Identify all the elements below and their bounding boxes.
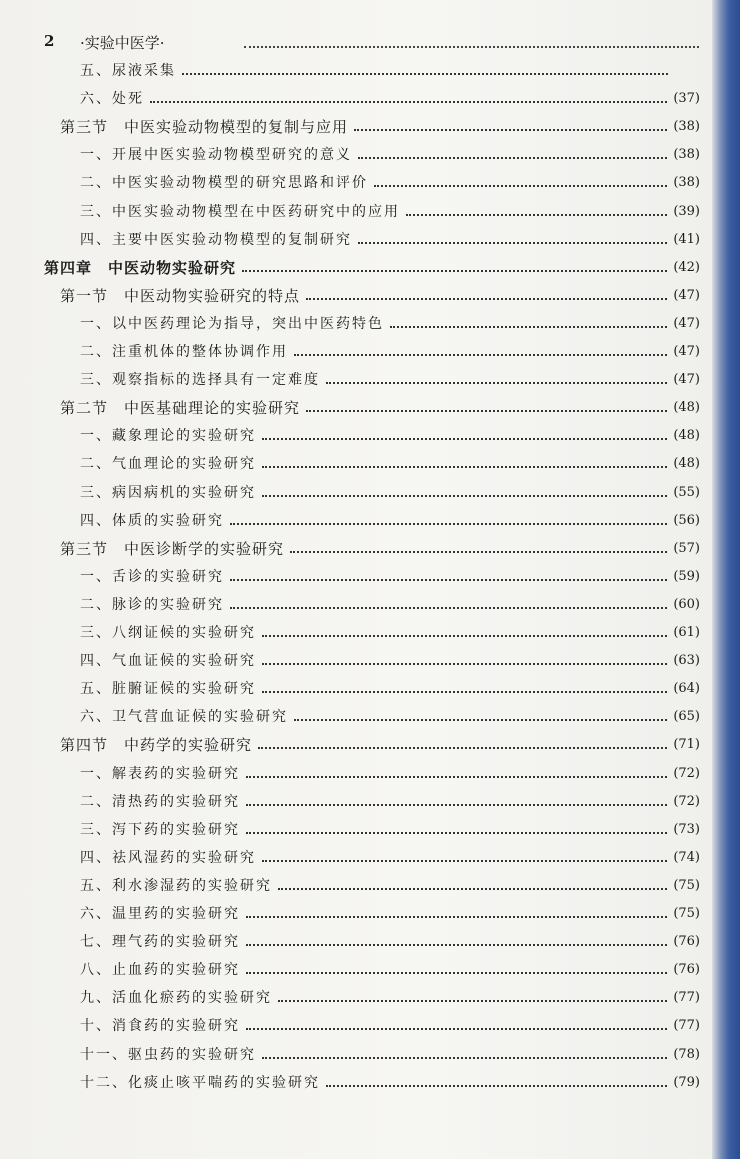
toc-entry bbox=[80, 985, 700, 1011]
toc-entry-label: 一、解表药的实验研究 bbox=[80, 765, 240, 782]
dot-leader bbox=[294, 719, 667, 721]
running-title: ·实验中医学· bbox=[80, 34, 165, 52]
toc-entry-page: (38) bbox=[673, 175, 700, 191]
page-number: 2 bbox=[44, 32, 55, 50]
toc-entry-label: 第一节 中医动物实验研究的特点 bbox=[60, 286, 301, 305]
toc-entry-label: 十、消食药的实验研究 bbox=[80, 1018, 240, 1035]
toc-entry bbox=[80, 367, 700, 393]
toc-entry-label: 二、中医实验动物模型的研究思路和评价 bbox=[80, 175, 368, 192]
dot-leader bbox=[358, 157, 667, 159]
toc-entry bbox=[80, 451, 700, 477]
dot-leader bbox=[354, 129, 667, 131]
toc-entry-page: (75) bbox=[673, 877, 700, 893]
toc-entry-label: 六、温里药的实验研究 bbox=[80, 906, 240, 922]
toc-entry-label: 五、利水渗湿药的实验研究 bbox=[80, 877, 272, 894]
toc-entry bbox=[80, 704, 700, 730]
toc-entry bbox=[80, 339, 700, 365]
dot-leader bbox=[262, 635, 667, 637]
dot-leader bbox=[230, 607, 667, 609]
toc-entry-label: 八、止血药的实验研究 bbox=[80, 962, 240, 979]
dot-leader bbox=[246, 832, 667, 834]
toc-entry bbox=[80, 873, 700, 899]
toc-entry bbox=[80, 957, 700, 983]
toc-entry bbox=[80, 676, 700, 702]
toc-entry-label: 第三节 中医诊断学的实验研究 bbox=[60, 539, 285, 558]
dot-leader bbox=[258, 747, 667, 749]
toc-entry bbox=[60, 536, 700, 562]
toc-entry-page: (48) bbox=[673, 428, 700, 444]
toc-entry-page: (47) bbox=[673, 287, 700, 303]
dot-leader bbox=[262, 1057, 667, 1059]
toc-entry-label: 二、注重机体的整体协调作用 bbox=[80, 344, 288, 360]
toc-entry-label: 第四章 中医动物实验研究 bbox=[44, 258, 237, 277]
dot-leader bbox=[406, 214, 667, 216]
toc-entry bbox=[80, 199, 700, 225]
toc-entry bbox=[80, 423, 700, 449]
dot-leader bbox=[306, 410, 667, 412]
toc-entry-page: (37) bbox=[673, 91, 700, 107]
dot-leader bbox=[326, 382, 667, 384]
toc-entry-label: 一、藏象理论的实验研究 bbox=[80, 428, 256, 445]
toc-entry-page: (74) bbox=[673, 849, 700, 865]
dot-leader bbox=[230, 579, 667, 581]
dot-leader bbox=[358, 242, 667, 244]
toc-entry bbox=[80, 901, 700, 927]
toc-entry-page: (71) bbox=[673, 737, 700, 753]
toc-entry bbox=[80, 845, 700, 871]
dot-leader bbox=[262, 495, 667, 497]
dot-leader bbox=[246, 916, 667, 918]
toc-entry-label: 四、气血证候的实验研究 bbox=[80, 653, 256, 670]
toc-entry-label: 三、八纲证候的实验研究 bbox=[80, 625, 256, 641]
toc-entry-page: (47) bbox=[673, 372, 700, 388]
toc-entry-page: (48) bbox=[673, 400, 700, 416]
book-spine-edge bbox=[712, 0, 740, 1159]
toc-entry-page: (78) bbox=[673, 1046, 700, 1062]
toc-entry-label: 第四节 中药学的实验研究 bbox=[60, 736, 253, 755]
dot-leader bbox=[246, 1028, 667, 1030]
dot-leader bbox=[278, 1000, 667, 1002]
toc-entry-label: 五、尿液采集 bbox=[80, 63, 176, 79]
toc-entry-page: (73) bbox=[673, 821, 700, 837]
toc-entry-page: (47) bbox=[673, 344, 700, 359]
toc-entry bbox=[60, 114, 700, 140]
toc-entry-page: (38) bbox=[673, 119, 700, 135]
toc-entry-label: 第二节 中医基础理论的实验研究 bbox=[60, 399, 301, 418]
toc-entry-page: (79) bbox=[673, 1074, 700, 1090]
dot-leader bbox=[242, 270, 667, 272]
dot-leader bbox=[262, 438, 667, 440]
dot-leader bbox=[230, 523, 667, 525]
dot-leader bbox=[262, 466, 667, 468]
toc-entry-label: 四、主要中医实验动物模型的复制研究 bbox=[80, 231, 352, 248]
toc-entry-page: (59) bbox=[673, 568, 700, 584]
toc-entry-page: (72) bbox=[673, 793, 700, 809]
toc-entry bbox=[80, 142, 700, 168]
dot-leader bbox=[246, 972, 667, 974]
dot-leader bbox=[290, 551, 667, 553]
toc-entry-label: 十二、化痰止咳平喘药的实验研究 bbox=[80, 1074, 320, 1091]
toc-entry-label: 二、清热药的实验研究 bbox=[80, 793, 240, 810]
toc-entry-page: (65) bbox=[673, 709, 700, 725]
toc-entry-page: (60) bbox=[673, 596, 700, 612]
dot-leader bbox=[246, 776, 667, 778]
toc-entry bbox=[80, 86, 700, 112]
toc-entry-page: (76) bbox=[673, 962, 700, 978]
toc-entry-label: 三、泻下药的实验研究 bbox=[80, 821, 240, 838]
dot-leader bbox=[150, 101, 667, 103]
toc-entry bbox=[80, 564, 700, 590]
toc-entry-label: 六、处死 bbox=[80, 91, 144, 108]
toc-entry-label: 三、观察指标的选择具有一定难度 bbox=[80, 372, 320, 389]
toc-entry bbox=[80, 170, 700, 196]
toc-entry bbox=[80, 227, 700, 253]
toc-entry-page: (76) bbox=[673, 934, 700, 950]
toc-entry bbox=[80, 1042, 700, 1068]
toc-entry-page: (77) bbox=[673, 1018, 700, 1034]
toc-entry-page: (56) bbox=[673, 512, 700, 528]
dot-leader bbox=[262, 663, 667, 665]
dot-leader bbox=[326, 1085, 667, 1087]
running-header bbox=[44, 32, 699, 56]
header-dot-rule bbox=[244, 46, 699, 48]
toc-entry-label: 四、祛风湿药的实验研究 bbox=[80, 849, 256, 866]
toc-entry-page: (42) bbox=[673, 259, 700, 275]
toc-entry-label: 五、脏腑证候的实验研究 bbox=[80, 681, 256, 698]
toc-entry-page: (39) bbox=[673, 203, 700, 219]
dot-leader bbox=[390, 326, 667, 328]
toc-entry bbox=[80, 1070, 700, 1096]
toc-entry bbox=[80, 648, 700, 674]
toc-entry-page: (57) bbox=[673, 540, 700, 556]
toc-entry-label: 第三节 中医实验动物模型的复制与应用 bbox=[60, 118, 349, 137]
toc-entry bbox=[80, 761, 700, 787]
toc-entry bbox=[80, 592, 700, 618]
dot-leader bbox=[246, 944, 667, 946]
toc-entry bbox=[80, 311, 700, 337]
toc-entry-label: 四、体质的实验研究 bbox=[80, 512, 224, 529]
toc-entry-label: 二、气血理论的实验研究 bbox=[80, 456, 256, 473]
toc-entry bbox=[80, 929, 700, 955]
toc-entry-label: 十一、驱虫药的实验研究 bbox=[80, 1046, 256, 1063]
toc-entry bbox=[80, 817, 700, 843]
dot-leader bbox=[294, 354, 667, 356]
dot-leader bbox=[182, 73, 668, 75]
toc-entry bbox=[80, 58, 700, 84]
toc-entry bbox=[80, 508, 700, 534]
dot-leader bbox=[262, 860, 667, 862]
toc-entry-page: (48) bbox=[673, 456, 700, 472]
toc-entry-label: 一、舌诊的实验研究 bbox=[80, 568, 224, 585]
toc-entry-page: (41) bbox=[673, 231, 700, 247]
toc-entry-page: (38) bbox=[673, 147, 700, 163]
toc-entry-page: (75) bbox=[673, 906, 700, 921]
toc-entry-label: 九、活血化瘀药的实验研究 bbox=[80, 990, 272, 1007]
toc-entry-page: (63) bbox=[673, 653, 700, 669]
toc-entry-label: 二、脉诊的实验研究 bbox=[80, 596, 224, 613]
toc-entry-page: (55) bbox=[673, 484, 700, 500]
toc-entry bbox=[80, 1013, 700, 1039]
dot-leader bbox=[374, 185, 667, 187]
toc-entry-label: 三、病因病机的实验研究 bbox=[80, 484, 256, 501]
dot-leader bbox=[278, 888, 667, 890]
toc-entry-label: 一、以中医药理论为指导，突出中医药特色 bbox=[80, 315, 384, 332]
toc-entry-label: 七、理气药的实验研究 bbox=[80, 934, 240, 951]
toc-entry bbox=[60, 283, 700, 309]
toc-entry bbox=[60, 732, 700, 758]
toc-entry-page: (72) bbox=[673, 765, 700, 781]
toc-entry bbox=[80, 789, 700, 815]
dot-leader bbox=[306, 298, 667, 300]
toc-entry-page: (77) bbox=[673, 990, 700, 1006]
toc-entry bbox=[80, 480, 700, 506]
toc-entry-page: (47) bbox=[673, 315, 700, 331]
toc-entry-label: 一、开展中医实验动物模型研究的意义 bbox=[80, 147, 352, 164]
dot-leader bbox=[246, 804, 667, 806]
toc-entry-label: 六、卫气营血证候的实验研究 bbox=[80, 709, 288, 726]
dot-leader bbox=[262, 691, 667, 693]
toc-entry bbox=[44, 255, 700, 281]
toc-entry bbox=[80, 620, 700, 646]
toc-entry bbox=[60, 395, 700, 421]
toc-entry-page: (61) bbox=[673, 625, 700, 640]
toc-entry-label: 三、中医实验动物模型在中医药研究中的应用 bbox=[80, 203, 400, 220]
toc-entry-page: (64) bbox=[673, 681, 700, 697]
